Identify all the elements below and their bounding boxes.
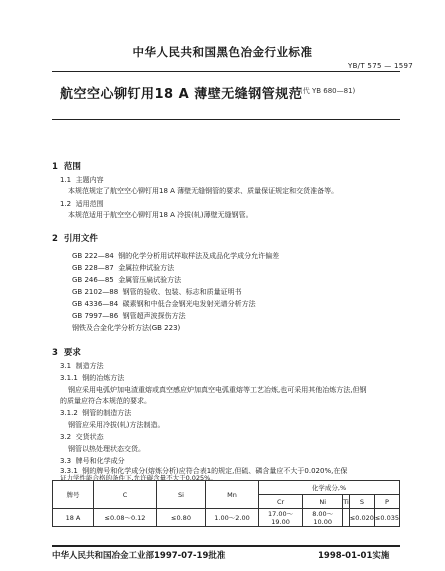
reference-item [72,300,256,309]
table-header-cell: Ti [343,495,350,509]
replaces-note: (代 YB 680—81) [300,87,356,95]
table-header-cell: 牌号 [53,481,94,509]
clause-3-2-text: 钢管以热处理状态交货。 [68,445,145,453]
table-group-header: 化学成分,% [259,481,400,495]
clause-1-2 [60,200,104,209]
reference-item [72,252,279,261]
section-title: 范围 [63,162,81,172]
clause-title: 交货状态 [75,433,104,441]
clause-title: 适用范围 [75,200,104,208]
reference-title: 碳素钢和中低合金钢光电发射光谱分析方法 [122,300,256,308]
clause-1-1-text: 本规范规定了航空空心铆钉用18 A 薄壁无缝钢管的要求、质量保证规定和交货准备等。 [68,187,339,195]
table-header-cell: Cr [259,495,303,509]
clause-number: 3.1.2 [60,409,78,417]
reference-title: 钢管的验收、包装、标志和质量证明书 [122,288,242,296]
standard-code: YB/T 575 — 1597 [348,62,414,70]
section-title: 要求 [63,348,81,358]
table-cell: 17.00～19.00 [259,509,303,527]
composition-table [52,480,400,527]
clause-1-1 [60,176,104,185]
clause-3-1-1-text: 钢应采用电弧炉加电渣重熔或真空感应炉加真空电弧重熔等工艺冶炼,也可采用其他冶炼方法,但钢 [68,386,367,394]
clause-3-1-1 [60,374,124,383]
reference-title: 钢管超声波探伤方法 [122,312,186,320]
table-header-cell: C [94,481,157,509]
reference-code: GB 228—87 [72,264,114,272]
reference-title: 钢的化学分析用试样取样法及成品化学成分允许偏差 [118,252,280,260]
clause-number: 3.1.1 [60,374,78,382]
clause-number: 3.2 [60,433,72,441]
clause-title: 钢管的制造方法 [82,409,132,417]
table-cell: ≤0.035 [374,509,399,527]
reference-item [72,276,181,285]
reference-code: GB 2102—88 [72,288,119,296]
table-row [53,509,400,527]
table-cell: 8.00～10.00 [303,509,343,527]
clause-3-1 [60,362,104,371]
clause-title: 制造方法 [75,362,104,370]
table-cell: ≤0.80 [157,509,206,527]
section-title: 引用文件 [63,234,98,244]
document-title: 航空空心铆钉用18 A 薄壁无缝钢管规范 [60,87,303,102]
clause-body: 钢的牌号和化学成分(熔炼分析)应符合表1的规定,但硫、磷含量应不大于0.020%,在保 [82,467,348,475]
reference-code: GB 4336—84 [72,300,119,308]
clause-number: 3.1 [60,362,72,370]
reference-item [72,324,180,333]
reference-title: 钢铁及合金化学分析方法(GB 223) [72,324,181,332]
reference-code: GB 222—84 [72,252,114,260]
section-2-heading [52,232,98,244]
reference-code: GB 246—85 [72,276,114,284]
footer-rule [52,545,400,547]
reference-item [72,312,186,321]
reference-item [72,264,174,273]
clause-1-2-text: 本规范适用于航空空心铆钉用18 A 冷拔(轧)薄壁无缝钢管。 [68,211,253,219]
table-cell [343,509,350,527]
clause-title: 主题内容 [75,176,104,184]
table-header-cell: Mn [206,481,259,509]
header-rule [52,71,400,72]
title-rule [52,119,400,120]
implementation-date: 1998-01-01实施 [318,551,390,561]
table-header-cell: P [374,495,399,509]
table-cell: ≤0.08～0.12 [94,509,157,527]
section-number: 3 [52,348,58,358]
reference-title: 金属管压扁试验方法 [118,276,182,284]
approval-date: 中华人民共和国冶金工业部1997-07-19批准 [52,551,226,561]
table-header-cell: Ni [303,495,343,509]
section-1-heading [52,160,81,172]
section-number: 1 [52,162,58,172]
table-header-cell: Si [157,481,206,509]
clause-3-3 [60,457,125,466]
table-header-cell: S [349,495,374,509]
table-cell: 18 A [53,509,94,527]
clause-3-2 [60,433,104,442]
clause-title: 钢的冶炼方法 [82,374,125,382]
clause-3-1-2 [60,409,131,418]
issuing-organization: 中华人民共和国黑色冶金行业标准 [132,45,313,59]
table-header-row [53,481,400,495]
reference-code: GB 7997—86 [72,312,119,320]
table-cell: 1.00～2.00 [206,509,259,527]
clause-number: 1.2 [60,200,72,208]
reference-title: 金属拉伸试验方法 [118,264,175,272]
section-number: 2 [52,234,58,244]
clause-title: 牌号和化学成分 [75,457,125,465]
reference-item [72,288,242,297]
clause-number: 1.1 [60,176,72,184]
clause-number: 3.3 [60,457,72,465]
table-cell: ≤0.020 [349,509,374,527]
clause-number: 3.3.1 [60,467,78,475]
clause-3-3-1-text-cont: 证力学性能合格的条件下,允许碳含量不大于0.025%。 [60,474,217,482]
clause-3-1-1-text-cont: 的质量应符合本规范的要求。 [60,397,151,405]
section-3-heading [52,346,81,358]
clause-3-1-2-text: 钢管应采用冷拔(轧)方法制造。 [68,421,165,429]
